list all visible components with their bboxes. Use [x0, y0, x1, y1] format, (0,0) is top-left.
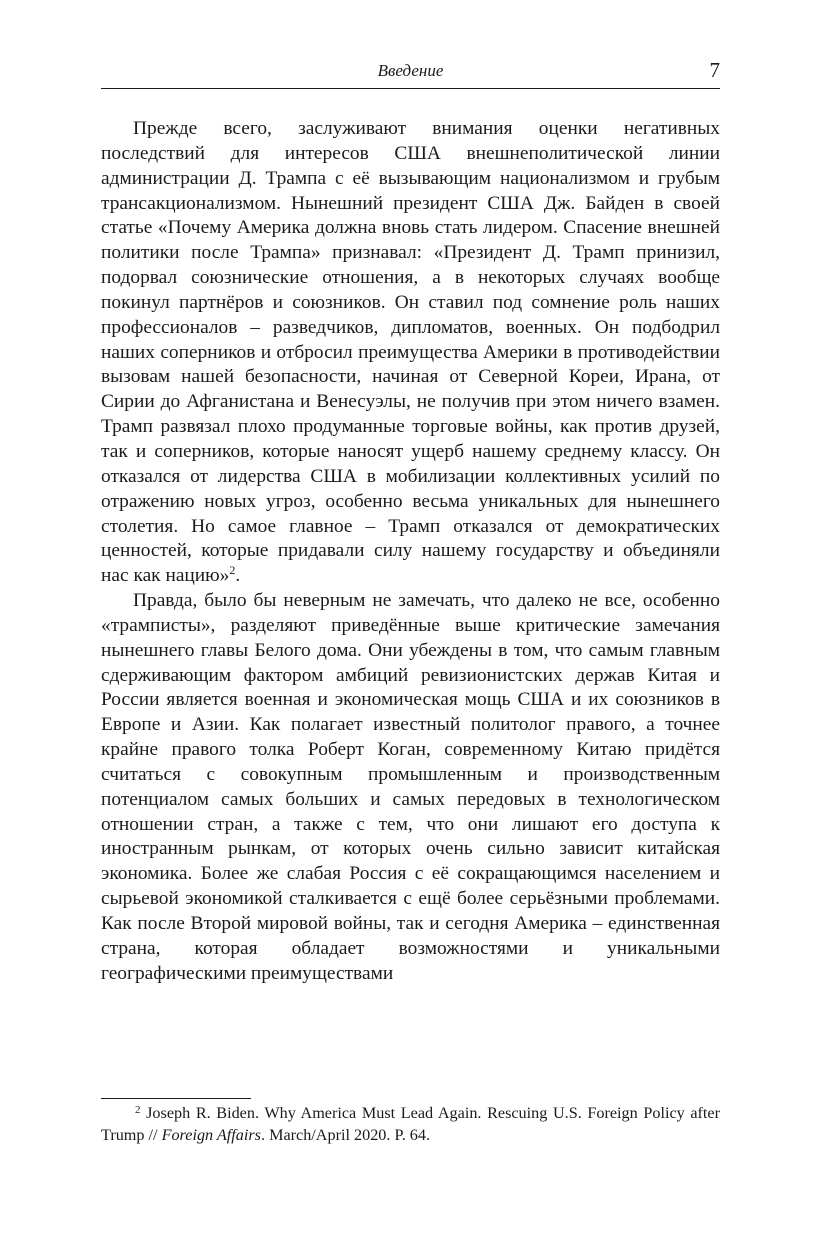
footnote: [101, 1102, 720, 1146]
paragraph-1-end: .: [235, 565, 241, 587]
paragraph-2: Правда, было бы неверным не замечать, что далеко не все, особенно «трамписты», разделяют приведённые выше критические замечания нынешнего главы Белого дома. Они убеждены в том, что самым главным сдерживающим фактором амбиций ревизионистских держав Китая и России является военная и экономическая мощь США и их союзников в Европе и Азии. Как полагает известный политолог правого, а точнее крайне правого толка Роберт Коган, современному Китаю придётся считаться с совокупным промышленным и производственным потенциалом самых больших и самых передовых в технологическом отношении стран, а также с тем, что они лишают его доступа к иностранным рынкам, от которых очень сильно зависит китайская экономика. Более же слабая Россия с её сокращающимся населением и сырьевой экономикой сталкивается с ещё более серьёзными проблемами. Как после Второй мировой войны, так и сегодня Америка – единственная страна, которая обладает возможностями и уникальными географическими преимуществами: [101, 590, 720, 984]
footnote-number: 2: [135, 1104, 141, 1116]
section-title: Введение: [377, 61, 444, 80]
paragraph-1-text: Прежде всего, заслуживают внимания оценки негативных последствий для интересов США внешнеполитической линии администрации Д. Трампа с её вызывающим национализмом и грубым трансакционализмом. Нынешний президент США Дж. Байден в своей статье «Почему Америка должна вновь стать лидером. Спасение внешней политики после Трампа» признавал: «Президент Д. Трамп принизил, подорвал союзнические отношения, а в некоторых случаях вообще покинул партнёров и союзников. Он ставил под сомнение роль наших профессионалов – разведчиков, дипломатов, военных. Он подбодрил наших соперников и отбросил преимущества Америки в противодействии вызовам нашей безопасности, начиная от Северной Кореи, Ирана, от Сирии до Афганистана и Венесуэлы, не получив при этом ничего взамен. Трамп развязал плохо продуманные торговые войны, как против друзей, так и соперников, которые наносят ущерб нашему среднему классу. Он отказался от лидерства США в мобилизации коллективных усилий по отражению новых угроз, особенно весьма уникальных для нынешнего столетия. Но самое главное – Трамп отказался от демократических ценностей, которые придавали силу нашему государству и объединяли нас как нацию»: [101, 118, 720, 587]
body-text: [101, 117, 720, 987]
footnote-separator: [101, 1098, 251, 1099]
running-header: [101, 58, 720, 89]
page-number: 7: [709, 58, 720, 82]
footnote-reference[interactable]: 2: [229, 563, 236, 578]
footnote-text-after: . March/April 2020. P. 64.: [260, 1126, 431, 1144]
paragraph-1: [101, 117, 720, 589]
footnote-text-before: Joseph R. Biden. Why America Must Lead Again. Rescuing U.S. Foreign Policy after Trump //: [101, 1104, 720, 1144]
footnote-journal: Foreign Affairs: [161, 1126, 261, 1144]
